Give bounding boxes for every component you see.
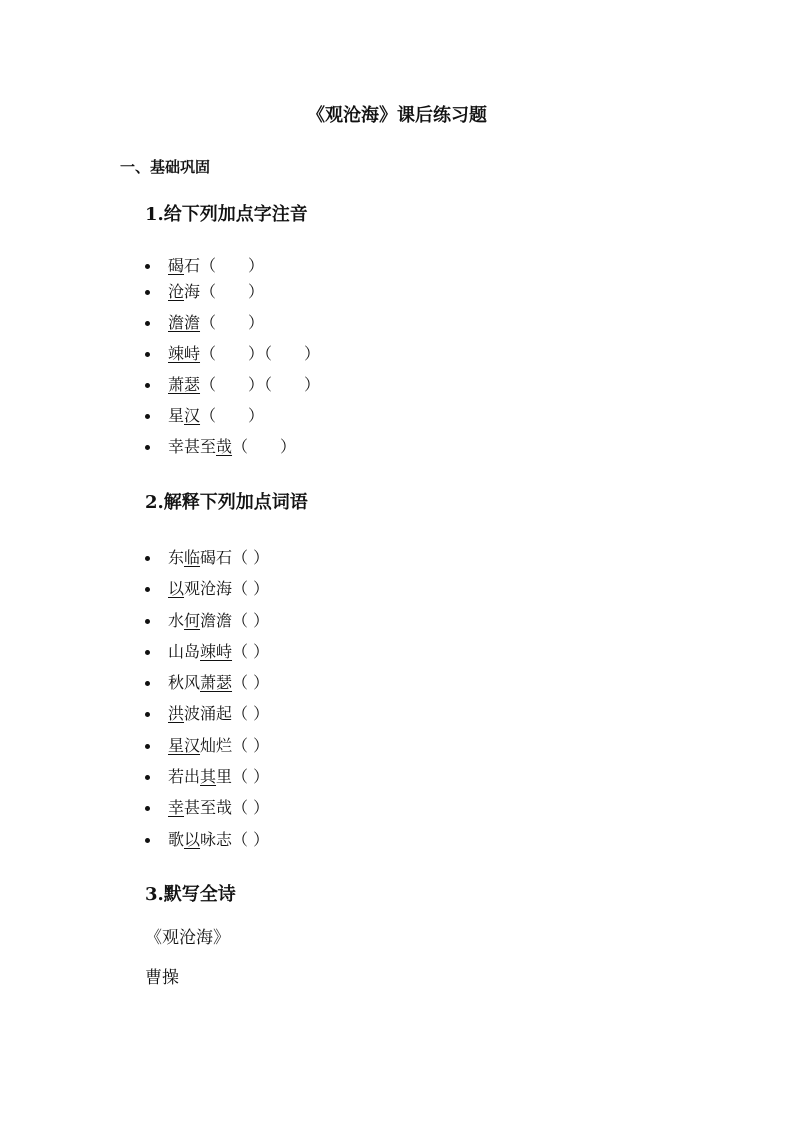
bullet-icon bbox=[145, 352, 150, 357]
item-text: （ ） bbox=[232, 437, 297, 456]
bullet-icon bbox=[145, 712, 150, 717]
bullet-icon bbox=[145, 445, 150, 450]
bullet-icon bbox=[145, 619, 150, 624]
item-text: 若出 bbox=[168, 767, 201, 787]
item-text: 水 bbox=[168, 610, 185, 630]
dotted-word: 沧 bbox=[168, 282, 185, 301]
bullet-icon bbox=[145, 264, 150, 269]
item-text: 碣石（ ） bbox=[200, 548, 270, 567]
bullet-icon bbox=[145, 290, 150, 295]
bullet-icon bbox=[145, 775, 150, 780]
poem-author: 曹操 bbox=[145, 968, 179, 988]
item-text: （ ） bbox=[232, 641, 270, 661]
item-text: 石（ ） bbox=[184, 256, 265, 275]
dotted-word: 澹澹 bbox=[168, 313, 201, 332]
list-item bbox=[145, 405, 320, 427]
question-2-list bbox=[145, 547, 269, 860]
dotted-word: 以 bbox=[184, 829, 201, 849]
dotted-word: 萧瑟 bbox=[168, 375, 201, 394]
dotted-word: 何 bbox=[184, 610, 201, 630]
bullet-icon bbox=[145, 383, 150, 388]
bullet-icon bbox=[145, 321, 150, 326]
document-title: 《观沧海》课后练习题 bbox=[307, 105, 487, 126]
item-text: 秋风 bbox=[168, 673, 201, 693]
item-text: 波涌起（ ） bbox=[184, 704, 270, 724]
poem-title: 《观沧海》 bbox=[145, 928, 230, 948]
item-text: 澹澹（ ） bbox=[200, 610, 270, 630]
dotted-word: 其 bbox=[200, 767, 217, 787]
item-text: 幸甚至 bbox=[168, 437, 217, 456]
dotted-word: 幸 bbox=[168, 798, 185, 818]
bullet-icon bbox=[145, 681, 150, 686]
item-text: （ ）（ ） bbox=[200, 375, 321, 394]
item-text: 咏志（ ） bbox=[200, 829, 270, 849]
item-text: （ ） bbox=[200, 313, 265, 332]
list-item bbox=[145, 735, 269, 757]
list-item bbox=[145, 343, 320, 365]
list-item bbox=[145, 374, 320, 396]
item-text: （ ） bbox=[200, 406, 265, 425]
item-text: 东 bbox=[168, 548, 185, 567]
dotted-word: 萧瑟 bbox=[200, 673, 233, 693]
list-item bbox=[145, 610, 269, 632]
list-item bbox=[145, 578, 269, 600]
bullet-icon bbox=[145, 650, 150, 655]
list-item bbox=[145, 641, 269, 663]
list-item bbox=[145, 797, 269, 819]
question-3-title: 3.默写全诗 bbox=[145, 884, 236, 905]
item-text: （ ） bbox=[232, 673, 270, 693]
list-item bbox=[145, 703, 269, 725]
item-text: 海（ ） bbox=[184, 282, 265, 301]
dotted-word: 星汉 bbox=[168, 735, 201, 755]
bullet-icon bbox=[145, 587, 150, 592]
item-text: 星 bbox=[168, 406, 185, 425]
list-item bbox=[145, 547, 269, 569]
dotted-word: 洪 bbox=[168, 704, 185, 724]
item-text: 灿烂（ ） bbox=[200, 735, 270, 755]
bullet-icon bbox=[145, 556, 150, 561]
dotted-word: 竦峙 bbox=[168, 344, 201, 363]
bullet-icon bbox=[145, 744, 150, 749]
item-text: 甚至哉（ ） bbox=[184, 798, 270, 818]
dotted-word: 碣 bbox=[168, 256, 185, 275]
dotted-word: 临 bbox=[184, 548, 201, 567]
section-heading: 一、基础巩固 bbox=[120, 158, 211, 176]
list-item bbox=[145, 312, 320, 334]
dotted-word: 竦峙 bbox=[200, 641, 233, 661]
item-text: 山岛 bbox=[168, 641, 201, 661]
dotted-word: 哉 bbox=[216, 437, 233, 456]
item-text: 观沧海（ ） bbox=[184, 579, 270, 599]
item-text: （ ）（ ） bbox=[200, 344, 321, 363]
item-text: 里（ ） bbox=[216, 767, 270, 787]
item-text: 歌 bbox=[168, 829, 185, 849]
list-item bbox=[145, 829, 269, 851]
bullet-icon bbox=[145, 838, 150, 843]
list-item bbox=[145, 766, 269, 788]
list-item bbox=[145, 255, 320, 277]
dotted-word: 汉 bbox=[184, 406, 201, 425]
list-item bbox=[145, 436, 320, 458]
question-1-title: 1.给下列加点字注音 bbox=[145, 204, 308, 225]
list-item bbox=[145, 672, 269, 694]
question-2-title: 2.解释下列加点词语 bbox=[145, 492, 308, 513]
list-item bbox=[145, 281, 320, 303]
bullet-icon bbox=[145, 806, 150, 811]
bullet-icon bbox=[145, 414, 150, 419]
question-1-list bbox=[145, 255, 320, 467]
dotted-word: 以 bbox=[168, 579, 185, 599]
